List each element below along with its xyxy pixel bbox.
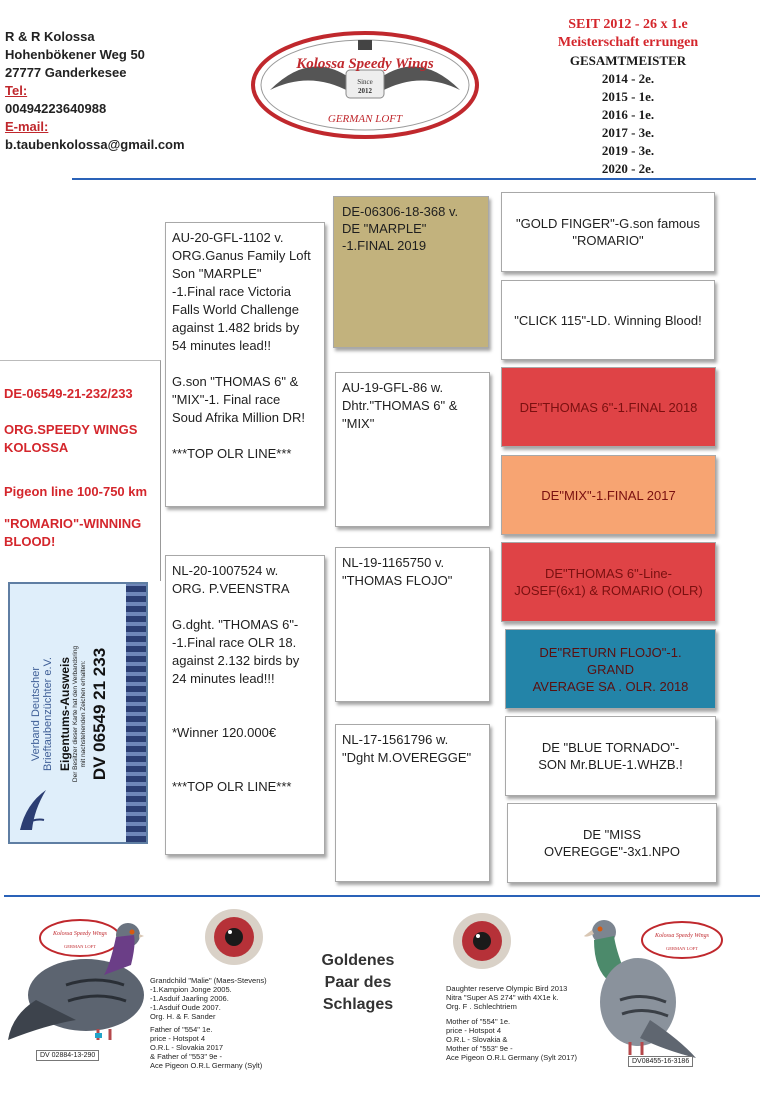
logo-since: Since [357, 78, 373, 86]
great-grandparent-card [507, 803, 717, 883]
mini-logo-subtitle: GERMAN LOFT [64, 944, 96, 949]
great-grandparent-card [501, 192, 715, 272]
father-card [165, 222, 325, 507]
mini-logo-title: Kolossa Speedy Wings [655, 933, 709, 939]
pigeon-info [4, 385, 154, 551]
card-pattern-strip [126, 584, 146, 842]
footer-divider [4, 895, 760, 897]
logo-year: 2012 [358, 87, 372, 95]
header-divider [72, 178, 756, 180]
email-address: b.taubenkolossa@gmail.com [5, 137, 185, 152]
grandmother-maternal-card [335, 724, 490, 882]
great-grandparent-details: DE "BLUE TORNADO"- SON Mr.BLUE-1.WHZB.! [538, 740, 683, 772]
email-label: E-mail: [5, 119, 49, 134]
grandfather-paternal-card [333, 196, 489, 348]
logo-title: Kolossa Speedy Wings [296, 56, 434, 72]
championship-block [538, 16, 718, 178]
great-grandparent-card [505, 629, 716, 709]
overall-champion-label: GESAMTMEISTER [569, 53, 687, 68]
pigeon-left-image [6, 905, 144, 1045]
mini-logo-title: Kolossa Speedy Wings [53, 931, 107, 937]
championship-year: 2020 - 2e. [601, 161, 655, 176]
mother-description-text: Daughter reserve Olympic Bird 2013 Nitra "Super AS 274" with 4X1e k. Org. F . Schlechtriem [446, 984, 568, 1011]
championship-headline: SEIT 2012 - 26 x 1.e [568, 17, 688, 32]
championship-subline: Meisterschaft errungen [557, 35, 699, 50]
mini-logo-right [640, 920, 724, 960]
kolossa-logo [250, 30, 480, 140]
grandfather-paternal-details: DE-06306-18-368 v. DE "MARPLE" -1.FINAL 2019 [342, 204, 459, 253]
golden-pair-text: Goldenes Paar des Schlages [321, 952, 395, 1013]
card-note: Der Besitzer dieser Karte hat den Verbandsring mit nachstehenden Zeichen erhalten: [72, 645, 87, 783]
pigeon-eye-icon [452, 912, 512, 970]
great-grandparent-details: DE"THOMAS 6"-Line- JOSEF(6x1) & ROMARIO (OLR) [514, 566, 703, 598]
great-grandparent-card [501, 280, 715, 360]
pigeon-origin: ORG.SPEEDY WINGS KOLOSSA [4, 422, 138, 455]
tel-number: 00494223640988 [5, 101, 107, 116]
pigeon-line: Pigeon line 100-750 km [4, 484, 148, 499]
mother-ring-label: DV08455-16-3186 [628, 1056, 693, 1067]
card-title: Eigentums-Ausweis [58, 656, 72, 772]
pigeon-ring-number: DE-06549-21-232/233 [4, 386, 133, 401]
great-grandparent-details: DE"RETURN FLOJO"-1. GRAND AVERAGE SA . OLR. 2018 [532, 644, 689, 694]
golden-pair-title [300, 950, 416, 1016]
great-grandparent-details: DE"THOMAS 6"-1.FINAL 2018 [519, 399, 698, 415]
grandfather-maternal-card [335, 547, 490, 702]
father-details: AU-20-GFL-1102 v. ORG.Ganus Family Loft Son "MARPLE" -1.Final race Victoria Falls World Challenge against 1.482 brids by 54 minutes lead!! G.son "THOMAS 6" & "MIX"-1. Final race Soud Afrika Million DR! ***TOP OLR LINE*** [172, 230, 311, 461]
grandfather-maternal-details: NL-19-1165750 v. "THOMAS FLOJO" [342, 555, 453, 588]
great-grandparent-card [501, 455, 716, 535]
grandmother-paternal-card [335, 372, 490, 527]
breeder-name: R & R Kolossa [5, 29, 95, 44]
federation-name: Verband Deutscher [30, 666, 42, 762]
tel-label: Tel: [5, 83, 28, 98]
father-description [150, 976, 310, 1070]
city: 27777 Ganderkesee [5, 65, 127, 80]
championship-year: 2019 - 3e. [601, 143, 655, 158]
card-ring-number: DV 06549 21 233 [90, 647, 109, 781]
father-achievements: Father of "554" 1e. price - Hotspot 4 O.R.L - Slovakia 2017 & Father of "553" 9e - Ace Pigeon O.R.L Germany (Sylt) [150, 1025, 263, 1070]
championship-year: 2015 - 1e. [601, 89, 655, 104]
great-grandparent-details: "GOLD FINGER"-G.son famous "ROMARIO" [515, 216, 701, 248]
contact-block [5, 28, 185, 154]
federation-name-2: Brieftaubenzüchter e.V. [42, 657, 54, 771]
logo-emblem-icon [640, 920, 724, 960]
romario-blood: "ROMARIO"-WINNING BLOOD! [4, 516, 142, 549]
logo-subtitle: GERMAN LOFT [327, 113, 403, 125]
great-grandparent-card [501, 367, 716, 447]
mother-details: NL-20-1007524 w. ORG. P.VEENSTRA G.dght. "THOMAS 6"- -1.Final race OLR 18. against 2.132 birds by 24 minutes lead!!! *Winner 120.000€ ***TOP OLR LINE*** [172, 563, 300, 794]
championship-year: 2017 - 3e. [601, 125, 655, 140]
great-grandparent-details: DE "MISS OVEREGGE"-3x1.NPO [543, 827, 681, 859]
great-grandparent-details: DE"MIX"-1.FINAL 2017 [541, 487, 676, 503]
grandmother-paternal-details: AU-19-GFL-86 w. Dhtr."THOMAS 6" & "MIX" [342, 380, 458, 431]
great-grandparent-card [505, 716, 716, 796]
ownership-card [8, 582, 148, 844]
mini-logo-subtitle: GERMAN LOFT [666, 946, 698, 951]
championship-year: 2016 - 1e. [601, 107, 655, 122]
great-grandparent-card [501, 542, 716, 622]
logo-emblem-icon [250, 30, 480, 140]
street-address: Hohenbökener Weg 50 [5, 47, 145, 62]
pigeon-icon [6, 905, 144, 1045]
great-grandparent-details: "CLICK 115"-LD. Winning Blood! [514, 312, 702, 328]
mother-achievements: Mother of "554" 1e. price - Hotspot 4 O.R.L - Slovakia & Mother of "553" 9e - Ace Pigeon O.R.L Germany (Sylt 2017) [446, 1017, 578, 1062]
eye-right [452, 912, 512, 970]
pigeon-eye-icon [204, 908, 264, 966]
eye-left [204, 908, 264, 966]
championship-year: 2014 - 2e. [601, 71, 655, 86]
grandmother-maternal-details: NL-17-1561796 w. "Dght M.OVEREGGE" [342, 732, 472, 765]
father-description-text: Grandchild "Malie" (Maes-Stevens) -1.Kampion Jonge 2005. -1.Asduif Jaarling 2006. -1.Asduif Oude 2007. Org. H. & F. Sander [150, 976, 267, 1021]
mother-card [165, 555, 325, 855]
father-ring-label: DV 02884-13-290 [36, 1050, 99, 1061]
